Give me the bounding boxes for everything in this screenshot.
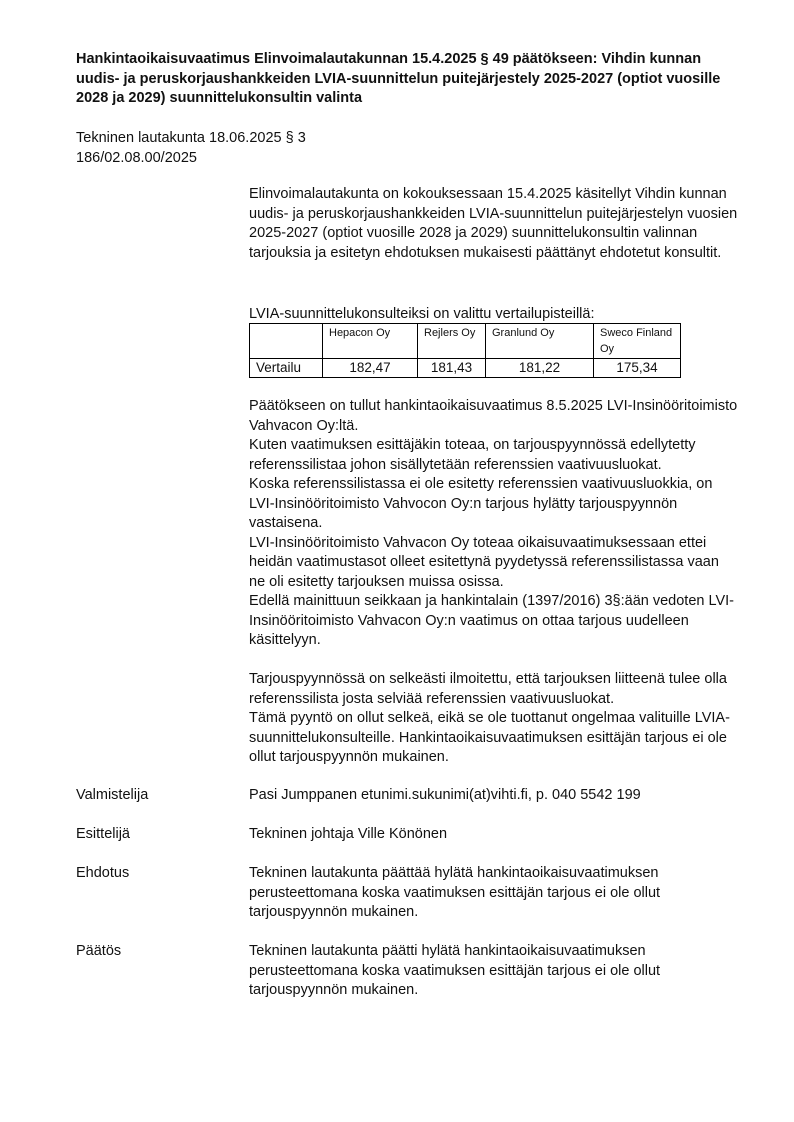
preparer-text: Pasi Jumppanen etunimi.sukunimi(at)vihti.fi, p. 040 5542 199 bbox=[249, 787, 641, 803]
table-header-cell: Hepacon Oy bbox=[323, 324, 418, 359]
table-cell: 181,22 bbox=[486, 359, 594, 378]
proposal-text: Tekninen lautakunta päättää hylätä hankintaoikaisuvaatimuksen perusteettomana koska vaatimuksen esittäjän tarjous ei ole ollut tarjouspyynnön mukainen. bbox=[249, 865, 661, 920]
table-cell: 175,34 bbox=[594, 359, 681, 378]
decision-text: Tekninen lautakunta päätti hylätä hankintaoikaisuvaatimuksen perusteettomana koska vaatimuksen esittäjän tarjous ei ole ollut tarjouspyynnön mukainen. bbox=[249, 943, 661, 998]
table-header-row bbox=[250, 324, 681, 359]
table-header-cell bbox=[250, 324, 323, 359]
document-title: Hankintaoikaisuvaatimus Elinvoimalautakunnan 15.4.2025 § 49 päätökseen: Vihdin kunnan uudis- ja peruskorjaushankkeiden LVIA-suunnittelun puitejärjestely 2025-2027 (optiot vuosille 2028 ja 2029) suunnittelukonsultin valinta bbox=[76, 51, 721, 106]
table-row bbox=[250, 359, 681, 378]
conclusion-paragraph: Tarjouspyynnössä on selkeästi ilmoitettu, että tarjouksen liitteenä tulee olla referenssilista josta selviää referenssien vaativuusluokat. bbox=[249, 671, 727, 707]
decision-section bbox=[249, 397, 739, 768]
comparison-table bbox=[249, 323, 681, 378]
preparer-label: Valmistelija bbox=[76, 787, 149, 803]
table-header-cell: Granlund Oy bbox=[486, 324, 594, 359]
table-header-cell: Rejlers Oy bbox=[418, 324, 486, 359]
table-cell: 181,43 bbox=[418, 359, 486, 378]
decision-paragraph: Edellä mainittuun seikkaan ja hankintalain (1397/2016) 3§:ään vedoten LVI-Insinööritoimisto Vahvacon Oy:n vaatimus on ottaa tarjous uudelleen käsittelyyn. bbox=[249, 593, 735, 648]
table-intro: LVIA-suunnittelukonsulteiksi on valittu vertailupisteillä: bbox=[249, 306, 595, 322]
intro-paragraph: Elinvoimalautakunta on kokouksessaan 15.4.2025 käsitellyt Vihdin kunnan uudis- ja peruskorjaushankkeiden LVIA-suunnittelun puitejärjestelyn vuosien 2025-2027 (optiot vuosille 2028 ja 2029) suunnittelukonsultin valinnan tarjouksia ja esitetyn ehdotuksen mukaisesti päättänyt ehdotetut konsultit. bbox=[249, 186, 738, 261]
conclusion-paragraph: Tämä pyyntö on ollut selkeä, eikä se ole tuottanut ongelmaa valituille LVIA-suunnittelukonsulteille. Hankintaoikaisuvaatimuksen esittäjän tarjous ei ole ollut tarjouspyynnön mukainen. bbox=[249, 710, 730, 765]
decision-paragraph: Kuten vaatimuksen esittäjäkin toteaa, on tarjouspyynnössä edellytetty referenssilistaa johon sisällytetään referenssien vaativuusluokat. bbox=[249, 437, 696, 473]
case-number: 186/02.08.00/2025 bbox=[76, 149, 197, 166]
table-row-label: Vertailu bbox=[250, 359, 323, 378]
decision-paragraph: Koska referenssilistassa ei ole esitetty referenssien vaativuusluokkia, on LVI-Insinööritoimisto Vahvocon Oy:n tarjous hylätty tarjouspyynnön vastaisena. bbox=[249, 476, 713, 531]
decision-label: Päätös bbox=[76, 943, 122, 959]
table-cell: 182,47 bbox=[323, 359, 418, 378]
table-header-cell: Sweco Finland Oy bbox=[594, 324, 681, 359]
presenter-label: Esittelijä bbox=[76, 826, 130, 842]
meeting-reference: Tekninen lautakunta 18.06.2025 § 3 bbox=[76, 130, 306, 146]
proposal-label: Ehdotus bbox=[76, 865, 130, 881]
presenter-text: Tekninen johtaja Ville Könönen bbox=[249, 826, 448, 842]
meeting-meta bbox=[76, 129, 306, 168]
decision-paragraph: Päätökseen on tullut hankintaoikaisuvaatimus 8.5.2025 LVI-Insinööritoimisto Vahvacon Oy:ltä. bbox=[249, 398, 738, 434]
decision-paragraph: LVI-Insinööritoimisto Vahvacon Oy toteaa oikaisuvaatimuksessaan ettei heidän vaatimustasot olleet esitettynä pyydetyssä referenssilistassa vaan ne oli esitetty tarjouksen muissa osissa. bbox=[249, 534, 719, 590]
